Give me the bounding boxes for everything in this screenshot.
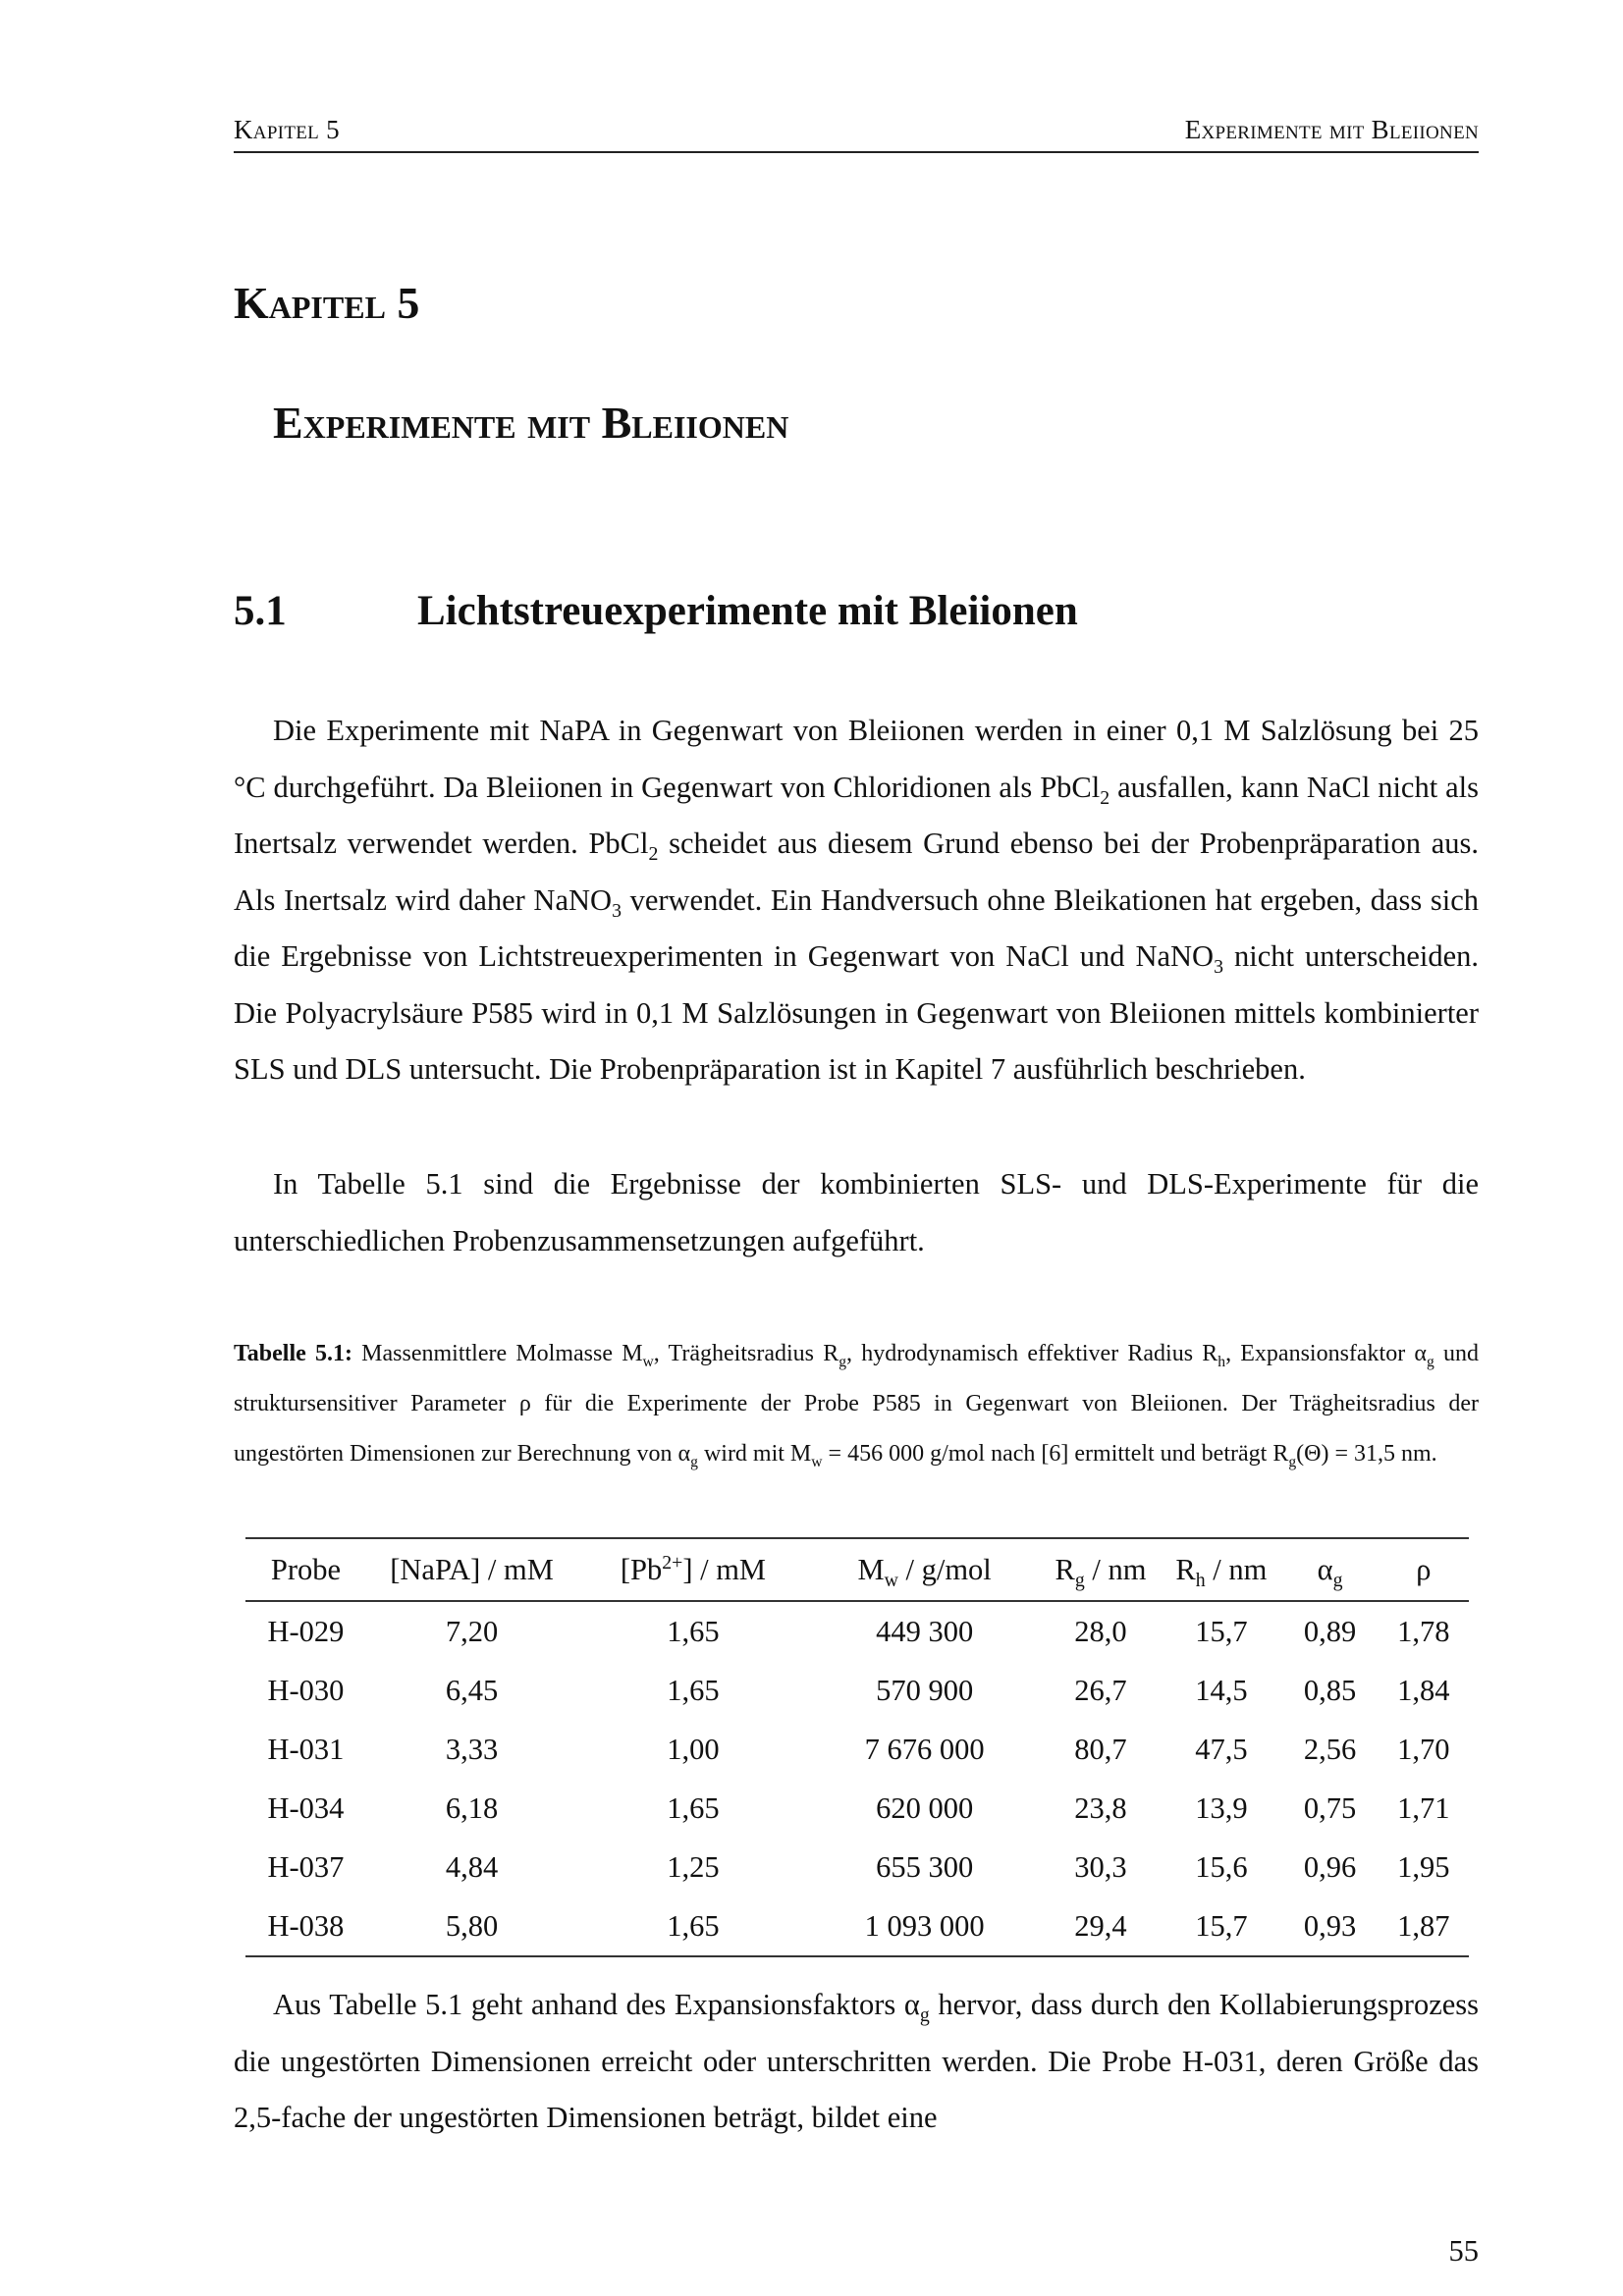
table-row: H-037 4,84 1,25 655 300 30,3 15,6 0,96 1,95	[267, 1849, 1450, 1884]
table-caption: Tabelle 5.1: Massenmittlere Molmasse $M_w$, Trägheitsradius $R_g$, hydrodynamisch effektiver Radius $R_h$, Expansionsfaktor $\alpha_g$ und struktursensitiver Parameter ρ für die Experimente der Probe P585 in Gegenwart von Bleiionen. Der Trägheitsradius der ungestörten Dimensionen zur Berechnung von $\alpha_g$ wird mit $M_w = 456$ 000 g/mol nach [6] ermittelt und beträgt $R_g(\Theta) = 31,5$ nm.	[234, 1341, 1479, 1470]
running-header-right: Experimente mit Bleiionen	[1184, 115, 1479, 144]
table-caption-label: Tabelle 5.1:	[234, 1341, 352, 1366]
paragraph-3: Aus Tabelle 5.1 geht anhand des Expansionsfaktors $\alpha_g$ hervor, dass durch den Kollabierungsprozess die ungestörten Dimensionen erreicht oder unterschritten werden. Die Probe H-031, deren Größe das 2,5-fache der ungestörten Dimensionen beträgt, bildet eine	[234, 1988, 1480, 2134]
col-header-rg: $R_g$ / nm	[1040, 1538, 1161, 1601]
table-header-row	[245, 1538, 1469, 1601]
table-row: H-034 6,18 1,65 620 000 23,8 13,9 0,75 1,71	[267, 1790, 1450, 1825]
section-number: 5.1	[234, 588, 287, 634]
chapter-number: Kapitel 5	[234, 278, 420, 328]
section-title: Lichtstreuexperimente mit Bleiionen	[417, 588, 1078, 634]
col-header-pb: $[Pb^{2+}]$ / mM	[577, 1538, 809, 1601]
col-header-rh: $R_h$ / nm	[1161, 1538, 1281, 1601]
page-number: 55	[1448, 2234, 1479, 2268]
paragraph-2: In Tabelle 5.1 sind die Ergebnisse der kombinierten SLS- und DLS-Experimente für die unterschiedlichen Probenzusammensetzungen aufgeführt.	[234, 1167, 1479, 1257]
col-header-napa: [NaPA] / mM	[366, 1538, 577, 1601]
col-header-alpha: $\alpha_g$	[1281, 1538, 1378, 1601]
table-row: H-029 7,20 1,65 449 300 28,0 15,7 0,89 1,78	[267, 1614, 1450, 1648]
results-table	[245, 1537, 1469, 1957]
running-header-left: Kapitel 5	[234, 115, 340, 144]
running-header	[234, 116, 1479, 153]
table-row: H-031 3,33 1,00 7 676 000 80,7 47,5 2,56 1,70	[267, 1732, 1450, 1766]
chapter-title: Experimente mit Bleiionen	[273, 398, 789, 448]
table-row: H-038 5,80 1,65 1 093 000 29,4 15,7 0,93 1,87	[245, 1896, 1469, 1956]
paragraph-1: Die Experimente mit NaPA in Gegenwart von Bleiionen werden in einer 0,1 M Salzlösung bei 25 °C durchgeführt. Da Bleiionen in Gegenwart von Chloridionen als PbCl$_2$ ausfallen, kann NaCl nicht als Inertsalz verwendet werden. PbCl$_2$ scheidet aus diesem Grund ebenso bei der Probenpräparation aus. Als Inertsalz wird daher NaNO$_3$ verwendet. Ein Handversuch ohne Bleikationen hat ergeben, dass sich die Ergebnisse von Lichtstreuexperimenten in Gegenwart von NaCl und NaNO$_3$ nicht unterscheiden. Die Polyacrylsäure P585 wird in 0,1 M Salzlösungen in Gegenwart von Bleiionen mittels kombinierter SLS und DLS untersucht. Die Probenpräparation ist in Kapitel 7 ausführlich beschrieben.	[234, 714, 1480, 1086]
col-header-mw: $M_w / g/mol$	[809, 1538, 1041, 1601]
col-header-rho: ρ	[1379, 1538, 1469, 1601]
table-row: H-030 6,45 1,65 570 900 26,7 14,5 0,85 1,84	[267, 1673, 1450, 1707]
section-heading	[234, 587, 1078, 635]
col-header-probe: Probe	[245, 1538, 366, 1601]
